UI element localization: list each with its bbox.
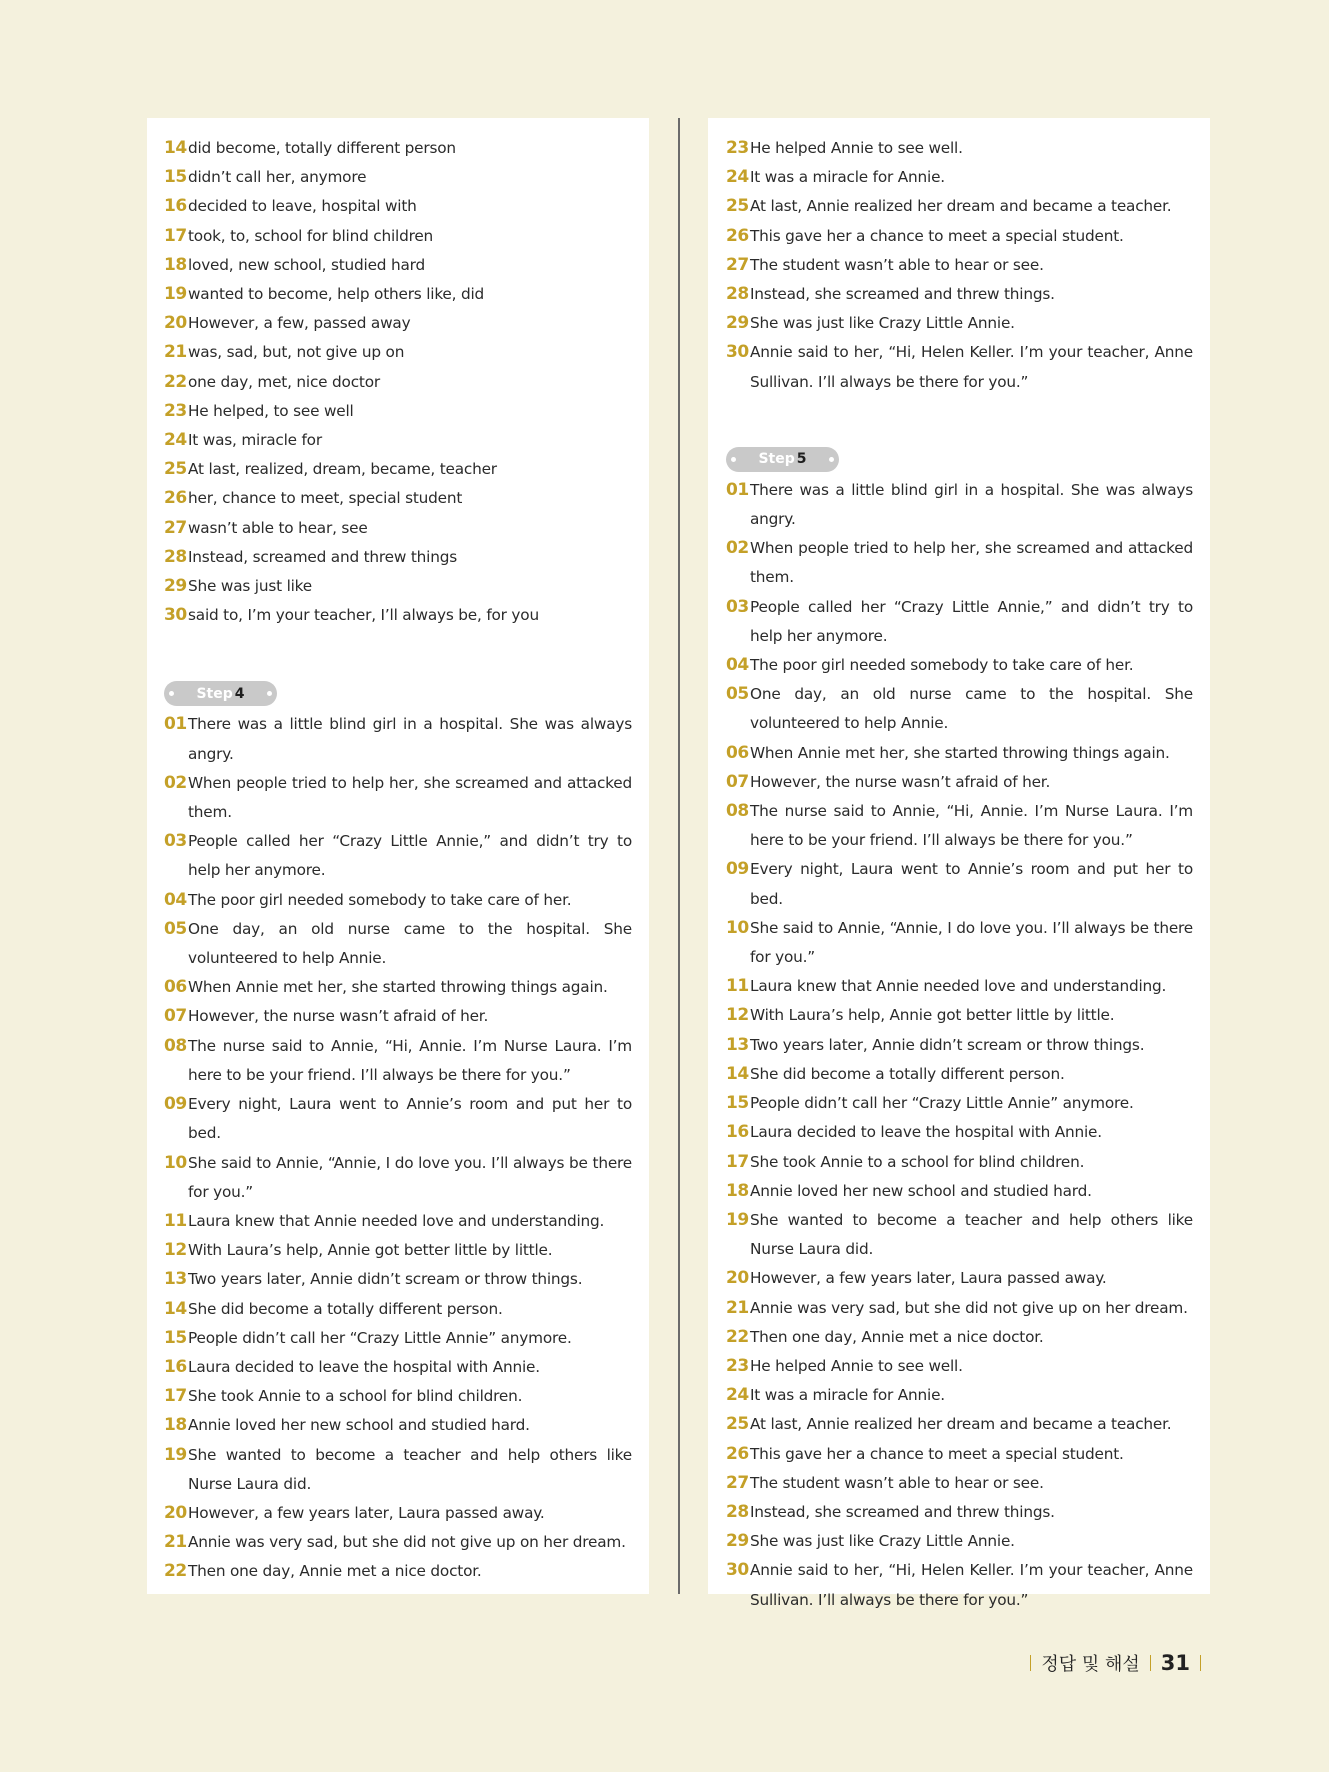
item-text: was, sad, but, not give up on <box>188 343 405 362</box>
item-number: 27 <box>164 517 187 538</box>
item-text: The poor girl needed somebody to take care of her. <box>750 656 1134 675</box>
list-item <box>164 827 632 885</box>
step-label: Step <box>196 685 233 702</box>
item-number: 27 <box>726 1472 749 1493</box>
list-item <box>726 192 1193 221</box>
list-item <box>726 972 1193 1001</box>
list-item <box>164 915 632 973</box>
list-item <box>726 739 1193 768</box>
item-text: took, to, school for blind children <box>188 226 434 245</box>
item-number: 30 <box>726 342 749 363</box>
list-item <box>164 973 632 1002</box>
list-item <box>726 1469 1193 1498</box>
list-item <box>164 1528 632 1557</box>
item-number: 10 <box>164 1152 187 1173</box>
step-5-sentence-list <box>726 476 1193 1615</box>
list-item <box>164 251 632 280</box>
list-item <box>164 1353 632 1382</box>
item-number: 14 <box>164 1298 187 1319</box>
item-text: Laura knew that Annie needed love and understanding. <box>750 977 1167 996</box>
item-text: People called her “Crazy Little Annie,” and didn’t try to help her anymore. <box>188 832 632 880</box>
item-text: her, chance to meet, special student <box>188 489 463 508</box>
item-number: 17 <box>726 1151 749 1172</box>
item-number: 30 <box>164 605 187 626</box>
list-item <box>726 1148 1193 1177</box>
list-item <box>726 163 1193 192</box>
item-text: With Laura’s help, Annie got better little by little. <box>750 1006 1115 1025</box>
item-text: Laura decided to leave the hospital with Annie. <box>750 1123 1102 1142</box>
item-text: When people tried to help her, she screamed and attacked them. <box>750 539 1193 587</box>
list-item <box>726 1118 1193 1147</box>
left-column <box>147 118 649 1594</box>
item-number: 19 <box>164 1444 187 1465</box>
item-number: 20 <box>726 1268 749 1289</box>
footer-separator <box>1200 1655 1201 1671</box>
item-number: 19 <box>164 284 187 305</box>
list-item <box>726 768 1193 797</box>
item-number: 22 <box>726 1326 749 1347</box>
step-4-badge <box>164 681 277 706</box>
item-number: 06 <box>726 742 749 763</box>
list-item <box>164 192 632 221</box>
item-number: 26 <box>726 1443 749 1464</box>
item-number: 27 <box>726 254 749 275</box>
list-item <box>726 1206 1193 1264</box>
item-number: 23 <box>164 400 187 421</box>
list-item <box>164 1324 632 1353</box>
item-text: At last, Annie realized her dream and became a teacher. <box>750 197 1172 216</box>
item-number: 18 <box>726 1180 749 1201</box>
item-number: 07 <box>164 1006 187 1027</box>
answer-list <box>164 134 632 630</box>
item-text: People called her “Crazy Little Annie,” and didn’t try to help her anymore. <box>750 597 1193 645</box>
step-number: 5 <box>796 451 807 468</box>
item-text: She wanted to become a teacher and help others like Nurse Laura did. <box>188 1445 632 1493</box>
list-item <box>164 368 632 397</box>
page-number: 31 <box>1160 1651 1190 1675</box>
list-item <box>164 397 632 426</box>
item-text: She did become a totally different person. <box>750 1064 1065 1083</box>
list-item <box>164 1382 632 1411</box>
list-item <box>726 1089 1193 1118</box>
list-item <box>726 534 1193 592</box>
list-item <box>164 572 632 601</box>
list-item <box>726 651 1193 680</box>
item-text: When Annie met her, she started throwing things again. <box>750 743 1170 762</box>
item-text: People didn’t call her “Crazy Little Annie” anymore. <box>188 1328 572 1347</box>
list-item <box>164 1499 632 1528</box>
item-text: Annie loved her new school and studied hard. <box>750 1181 1092 1200</box>
list-item <box>164 601 632 630</box>
item-text: The nurse said to Annie, “Hi, Annie. I’m Nurse Laura. I’m here to be your friend. I’ll always be there for you.” <box>188 1036 632 1084</box>
list-item <box>726 1031 1193 1060</box>
list-item <box>164 1557 632 1586</box>
item-number: 10 <box>726 917 749 938</box>
item-text: She did become a totally different person. <box>188 1299 503 1318</box>
list-item <box>726 134 1193 163</box>
item-number: 08 <box>164 1035 187 1056</box>
item-number: 23 <box>726 138 749 158</box>
item-text: However, a few years later, Laura passed away. <box>188 1503 545 1522</box>
item-text: Instead, she screamed and threw things. <box>750 285 1055 304</box>
item-text: Laura decided to leave the hospital with Annie. <box>188 1357 540 1376</box>
list-item <box>726 1352 1193 1381</box>
footer-separator <box>1150 1655 1151 1671</box>
item-text: Laura knew that Annie needed love and understanding. <box>188 1211 605 1230</box>
item-number: 14 <box>164 138 187 158</box>
item-text: The student wasn’t able to hear or see. <box>750 1473 1044 1492</box>
item-number: 06 <box>164 977 187 998</box>
list-item <box>164 769 632 827</box>
item-text: said to, I’m your teacher, I’ll always be, for you <box>188 606 539 625</box>
item-number: 16 <box>164 1356 187 1377</box>
list-item <box>726 1294 1193 1323</box>
list-item <box>726 1264 1193 1293</box>
badge-dot-right <box>267 691 272 696</box>
item-text: He helped Annie to see well. <box>750 139 963 157</box>
item-number: 09 <box>164 1094 187 1115</box>
item-text: However, the nurse wasn’t afraid of her. <box>750 772 1051 791</box>
list-item <box>164 1149 632 1207</box>
item-text: It was, miracle for <box>188 431 322 450</box>
list-item <box>726 1381 1193 1410</box>
item-text: didn’t call her, anymore <box>188 168 367 187</box>
list-item <box>726 251 1193 280</box>
item-text: Every night, Laura went to Annie’s room and put her to bed. <box>750 860 1193 908</box>
item-text: There was a little blind girl in a hospital. She was always angry. <box>188 715 632 763</box>
list-item <box>164 543 632 572</box>
item-number: 14 <box>726 1063 749 1084</box>
item-number: 05 <box>726 684 749 705</box>
list-item <box>726 1323 1193 1352</box>
list-item <box>164 886 632 915</box>
item-number: 13 <box>726 1034 749 1055</box>
item-number: 11 <box>726 976 749 997</box>
item-number: 11 <box>164 1210 187 1231</box>
list-item <box>726 1410 1193 1439</box>
item-number: 18 <box>164 254 187 275</box>
item-text: When Annie met her, she started throwing things again. <box>188 978 608 997</box>
step-label: Step <box>758 451 795 468</box>
footer-section-title: 정답 및 해설 <box>1041 1654 1140 1675</box>
item-text: One day, an old nurse came to the hospital. She volunteered to help Annie. <box>750 685 1193 733</box>
list-item <box>164 1441 632 1499</box>
item-number: 01 <box>164 714 187 735</box>
list-item <box>726 855 1193 913</box>
item-text: She said to Annie, “Annie, I do love you. I’ll always be there for you.” <box>188 1153 632 1201</box>
item-text: one day, met, nice doctor <box>188 372 380 391</box>
list-item <box>726 1556 1193 1614</box>
item-number: 16 <box>726 1122 749 1143</box>
list-item <box>726 1440 1193 1469</box>
column-divider <box>678 118 680 1594</box>
item-number: 22 <box>164 371 187 392</box>
item-number: 13 <box>164 1269 187 1290</box>
list-item <box>726 1527 1193 1556</box>
step-number: 4 <box>234 685 245 702</box>
item-number: 20 <box>164 1502 187 1523</box>
item-number: 25 <box>164 459 187 480</box>
list-item <box>164 426 632 455</box>
item-text: She said to Annie, “Annie, I do love you. I’ll always be there for you.” <box>750 918 1193 967</box>
item-text: Two years later, Annie didn’t scream or throw things. <box>188 1270 583 1289</box>
list-item <box>726 280 1193 309</box>
step-5-badge <box>726 447 839 472</box>
item-number: 01 <box>726 479 749 500</box>
item-number: 28 <box>164 546 187 567</box>
item-number: 17 <box>164 1386 187 1407</box>
list-item <box>726 914 1193 972</box>
footer-separator <box>1030 1655 1031 1671</box>
badge-dot-left <box>731 457 736 462</box>
item-text: With Laura’s help, Annie got better little by little. <box>188 1241 553 1260</box>
item-text: This gave her a chance to meet a special student. <box>750 226 1124 245</box>
item-text: However, a few years later, Laura passed away. <box>750 1269 1107 1288</box>
list-item <box>164 134 632 163</box>
item-text: wasn’t able to hear, see <box>188 518 368 537</box>
item-text: He helped, to see well <box>188 401 354 420</box>
item-number: 15 <box>164 167 187 188</box>
item-text: She wanted to become a teacher and help others like Nurse Laura did. <box>750 1210 1193 1259</box>
item-text: loved, new school, studied hard <box>188 255 425 274</box>
step-4-continued-list <box>726 134 1193 397</box>
item-number: 04 <box>164 889 187 910</box>
list-item <box>164 309 632 338</box>
list-item <box>164 1032 632 1090</box>
item-number: 03 <box>726 596 749 617</box>
list-item <box>164 710 632 768</box>
item-number: 30 <box>726 1560 749 1581</box>
item-text: Annie loved her new school and studied hard. <box>188 1416 530 1435</box>
item-number: 20 <box>164 313 187 334</box>
item-number: 08 <box>726 801 749 822</box>
item-text: One day, an old nurse came to the hospital. She volunteered to help Annie. <box>188 919 632 968</box>
list-item <box>726 1498 1193 1527</box>
item-text: She was just like Crazy Little Annie. <box>750 314 1015 333</box>
list-item <box>164 1265 632 1294</box>
item-number: 15 <box>164 1327 187 1348</box>
list-item <box>164 163 632 192</box>
item-number: 28 <box>726 1501 749 1522</box>
item-text: At last, Annie realized her dream and became a teacher. <box>750 1415 1172 1434</box>
list-item <box>726 1060 1193 1089</box>
item-text: Then one day, Annie met a nice doctor. <box>188 1562 482 1581</box>
right-column <box>708 118 1210 1609</box>
item-text: Instead, screamed and threw things <box>188 547 457 566</box>
item-number: 02 <box>164 772 187 793</box>
list-item <box>726 338 1193 396</box>
item-number: 15 <box>726 1093 749 1114</box>
item-number: 28 <box>726 284 749 305</box>
item-text: People didn’t call her “Crazy Little Annie” anymore. <box>750 1094 1134 1113</box>
item-number: 26 <box>164 488 187 509</box>
list-item <box>164 1411 632 1440</box>
item-text: There was a little blind girl in a hospital. She was always angry. <box>750 480 1193 529</box>
item-number: 17 <box>164 225 187 246</box>
item-number: 22 <box>164 1561 187 1582</box>
item-number: 23 <box>726 1355 749 1376</box>
item-text: Annie said to her, “Hi, Helen Keller. I’m your teacher, Anne Sullivan. I’ll always be there for you.” <box>750 343 1193 391</box>
item-text: The poor girl needed somebody to take care of her. <box>188 890 572 909</box>
item-number: 21 <box>164 342 187 363</box>
list-item <box>164 280 632 309</box>
item-text: He helped Annie to see well. <box>750 1356 963 1375</box>
item-text: She was just like <box>188 577 312 596</box>
item-text: When people tried to help her, she screamed and attacked them. <box>188 773 632 822</box>
item-number: 18 <box>164 1415 187 1436</box>
item-number: 24 <box>726 1385 749 1406</box>
list-item <box>726 797 1193 855</box>
list-item <box>726 309 1193 338</box>
item-number: 05 <box>164 918 187 939</box>
list-item <box>164 1207 632 1236</box>
item-text: The nurse said to Annie, “Hi, Annie. I’m Nurse Laura. I’m here to be your friend. I’ll always be there for you.” <box>750 802 1193 850</box>
item-text: This gave her a chance to meet a special student. <box>750 1444 1124 1463</box>
item-text: decided to leave, hospital with <box>188 197 417 216</box>
page-footer <box>1020 1650 1211 1676</box>
item-text: However, the nurse wasn’t afraid of her. <box>188 1007 489 1026</box>
list-item <box>726 593 1193 651</box>
list-item <box>726 222 1193 251</box>
item-number: 09 <box>726 859 749 880</box>
item-number: 02 <box>726 538 749 559</box>
item-number: 29 <box>164 576 187 597</box>
list-item <box>164 1090 632 1148</box>
item-text: However, a few, passed away <box>188 314 411 333</box>
item-number: 21 <box>726 1297 749 1318</box>
item-number: 12 <box>726 1005 749 1026</box>
item-text: At last, realized, dream, became, teacher <box>188 460 497 479</box>
list-item <box>726 1177 1193 1206</box>
item-text: The student wasn’t able to hear or see. <box>750 255 1044 274</box>
item-text: Annie was very sad, but she did not give up on her dream. <box>188 1533 626 1552</box>
list-item <box>164 514 632 543</box>
list-item <box>164 484 632 513</box>
item-number: 12 <box>164 1240 187 1261</box>
item-number: 24 <box>726 167 749 188</box>
item-text: Instead, she screamed and threw things. <box>750 1502 1055 1521</box>
item-text: Every night, Laura went to Annie’s room and put her to bed. <box>188 1095 632 1143</box>
item-text: She took Annie to a school for blind children. <box>750 1152 1085 1171</box>
item-number: 29 <box>726 313 749 334</box>
item-number: 19 <box>726 1209 749 1230</box>
item-number: 03 <box>164 831 187 852</box>
item-text: Two years later, Annie didn’t scream or throw things. <box>750 1035 1145 1054</box>
item-number: 29 <box>726 1531 749 1552</box>
list-item <box>164 1295 632 1324</box>
item-text: She was just like Crazy Little Annie. <box>750 1532 1015 1551</box>
badge-dot-left <box>169 691 174 696</box>
list-item <box>164 338 632 367</box>
list-item <box>726 680 1193 738</box>
item-number: 07 <box>726 771 749 792</box>
item-number: 21 <box>164 1532 187 1553</box>
item-text: Annie said to her, “Hi, Helen Keller. I’m your teacher, Anne Sullivan. I’ll always be there for you.” <box>750 1561 1193 1609</box>
item-text: did become, totally different person <box>188 139 456 157</box>
item-number: 04 <box>726 655 749 676</box>
item-number: 25 <box>726 1414 749 1435</box>
list-item <box>164 222 632 251</box>
item-text: She took Annie to a school for blind children. <box>188 1387 523 1406</box>
step-4-sentence-list <box>164 710 632 1586</box>
item-text: It was a miracle for Annie. <box>750 168 945 187</box>
list-item <box>164 1002 632 1031</box>
item-text: wanted to become, help others like, did <box>188 285 485 304</box>
item-number: 26 <box>726 225 749 246</box>
item-text: Annie was very sad, but she did not give up on her dream. <box>750 1298 1188 1317</box>
item-number: 24 <box>164 430 187 451</box>
item-number: 16 <box>164 196 187 217</box>
item-number: 25 <box>726 196 749 217</box>
list-item <box>726 1001 1193 1030</box>
list-item <box>726 476 1193 534</box>
item-text: Then one day, Annie met a nice doctor. <box>750 1327 1044 1346</box>
list-item <box>164 455 632 484</box>
badge-dot-right <box>829 457 834 462</box>
item-text: It was a miracle for Annie. <box>750 1386 945 1405</box>
list-item <box>164 1236 632 1265</box>
